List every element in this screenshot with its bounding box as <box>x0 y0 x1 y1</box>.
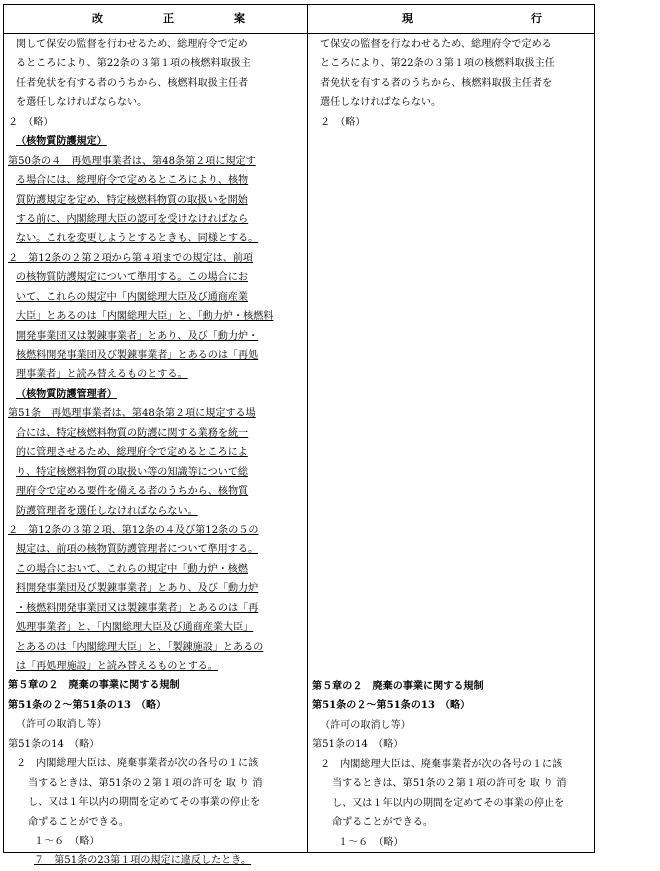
text-line: ２ （略） <box>320 116 366 128</box>
text-line: とあるのは「内閣総理大臣」と、「製錬施設」とあるの <box>16 641 264 653</box>
text-line: ２ 内閣総理大臣は、廃棄事業者が次の各号の１に該 <box>16 758 259 770</box>
comparison-table <box>3 4 660 867</box>
text-line: 者免状を有する者のうちから、核燃料取扱主任者を <box>320 77 553 89</box>
current-text-column-lower <box>312 677 590 852</box>
text-line: 開発事業団又は製錬事業者」とあり、及び「動力炉・ <box>16 330 259 342</box>
text-line: 大臣」とあるのは「内閣総理大臣」と、「動力炉・核燃料 <box>16 311 274 323</box>
article-caption: （許可の取消し等） <box>16 719 107 731</box>
article-caption: （核物質防護規定） <box>16 136 107 148</box>
text-line: 合には、特定核燃料物質の防護に関する業務を統一 <box>16 427 249 439</box>
text-line: ない。これを変更しようとするときも、同様とする。 <box>16 233 259 245</box>
column-title-current: 現行 <box>402 12 660 25</box>
current-text-column <box>312 35 590 132</box>
text-line: る場合には、総理府令で定めるところにより、核物 <box>16 175 249 187</box>
revised-text-column <box>8 35 301 871</box>
text-line: 核燃料開発事業団及び製錬事業者」とあるのは「再処 <box>16 350 259 361</box>
chapter-heading: 第５章の２ 廃棄の事業に関する規制 <box>312 681 484 692</box>
article-heading: 第51条の14 （略） <box>8 738 100 750</box>
article-heading: 第51条の14 （略） <box>312 739 404 751</box>
table-header <box>4 5 660 34</box>
text-line: 理事業者」と読み替えるものとする。 <box>16 369 188 381</box>
text-line: 防護管理者を選任しなければならない。 <box>16 505 198 517</box>
text-line: ７ 第51条の23第１項の規定に違反したとき。 <box>34 855 252 867</box>
text-line: 的に管理させるため、総理府令で定めるところによ <box>16 447 248 459</box>
text-line: 規定は、前項の核物質防護管理者について準用する。 <box>16 544 259 556</box>
article-heading: 第51条 再処理事業者は、第48条第２項に規定する場 <box>8 408 256 420</box>
text-line: ２ 内閣総理大臣は、廃棄事業者が次の各号の１に該 <box>320 758 563 770</box>
text-line: て保安の監督を行なわせるため、総理府令で定める <box>320 39 552 50</box>
column-divider <box>307 5 308 852</box>
text-line: 理府令で定める要件を備える者のうちから、核物質 <box>16 486 249 498</box>
chapter-heading: 第５章の２ 廃棄の事業に関する規制 <box>8 680 180 692</box>
text-line: 命ずることができる。 <box>332 817 433 829</box>
text-line: ２ （略） <box>8 116 54 128</box>
text-line: いて、これらの規定中「内閣総理大臣及び通商産業 <box>16 291 248 303</box>
text-line: する前に、内閣総理大臣の認可を受けなければなら <box>16 213 249 225</box>
text-line: 料開発事業団及び製錬事業者」とあり、及び「動力炉 <box>16 583 259 595</box>
article-caption: （核物質防護管理者） <box>16 388 117 400</box>
text-line: この場合において、これらの規定中「動力炉・核燃 <box>16 563 248 575</box>
text-line: るところにより、第22条の３第１項の核燃料取扱主 <box>16 58 251 70</box>
text-line: １～６ （略） <box>338 836 404 848</box>
text-line: 当するときは、第51条の２第１項の許可を 取 り 消 <box>332 778 567 790</box>
text-line: ２ 第12条の２第２項から第４項までの規定は、前項 <box>8 252 253 264</box>
text-line: １～６ （略） <box>34 835 100 847</box>
text-line: ところにより、第22条の３第１項の核燃料取扱主任 <box>320 58 555 70</box>
text-line: し、又は１年以内の期間を定めてその事業の停止を <box>28 797 261 809</box>
text-line: 関して保安の監督を行わせるため、総理府令で定め <box>16 39 248 50</box>
article-heading: 第50条の４ 再処理事業者は、第48条第２項に規定す <box>8 155 256 167</box>
text-line: は「再処理施設」と読み替えるものとする。 <box>16 661 218 672</box>
text-line: の核物質防護規定について準用する。この場合にお <box>16 272 248 284</box>
article-caption: （許可の取消し等） <box>320 719 411 731</box>
text-line: ２ 第12条の３第２項、第12条の４及び第12条の５の <box>8 524 259 536</box>
text-line: し、又は１年以内の期間を定めてその事業の停止を <box>332 797 565 809</box>
article-heading: 第51条の２～第51条の13 （略） <box>8 699 167 711</box>
column-title-revised: 改正案 <box>92 12 305 25</box>
text-line: 任者免状を有する者のうちから、核燃料取扱主任者 <box>16 77 249 89</box>
text-line: 命ずることができる。 <box>28 816 129 828</box>
text-line: 当するときは、第51条の２第１項の許可を 取 り 消 <box>28 777 263 789</box>
text-line: ・核燃料開発事業団又は製錬事業者」とあるのは「再 <box>16 602 259 614</box>
article-heading: 第51条の２～第51条の13 （略） <box>312 700 471 712</box>
text-line: 選任しなければならない。 <box>320 97 442 109</box>
text-line: を選任しなければならない。 <box>16 97 148 109</box>
text-line: 質防護規定を定め、特定核燃料物質の取扱いを開始 <box>16 194 248 206</box>
text-line: 処理事業者」と、「内閣総理大臣及び通商産業大臣」 <box>16 622 254 634</box>
text-line: り、特定核燃料物質の取扱い等の知識等について総 <box>16 466 248 478</box>
